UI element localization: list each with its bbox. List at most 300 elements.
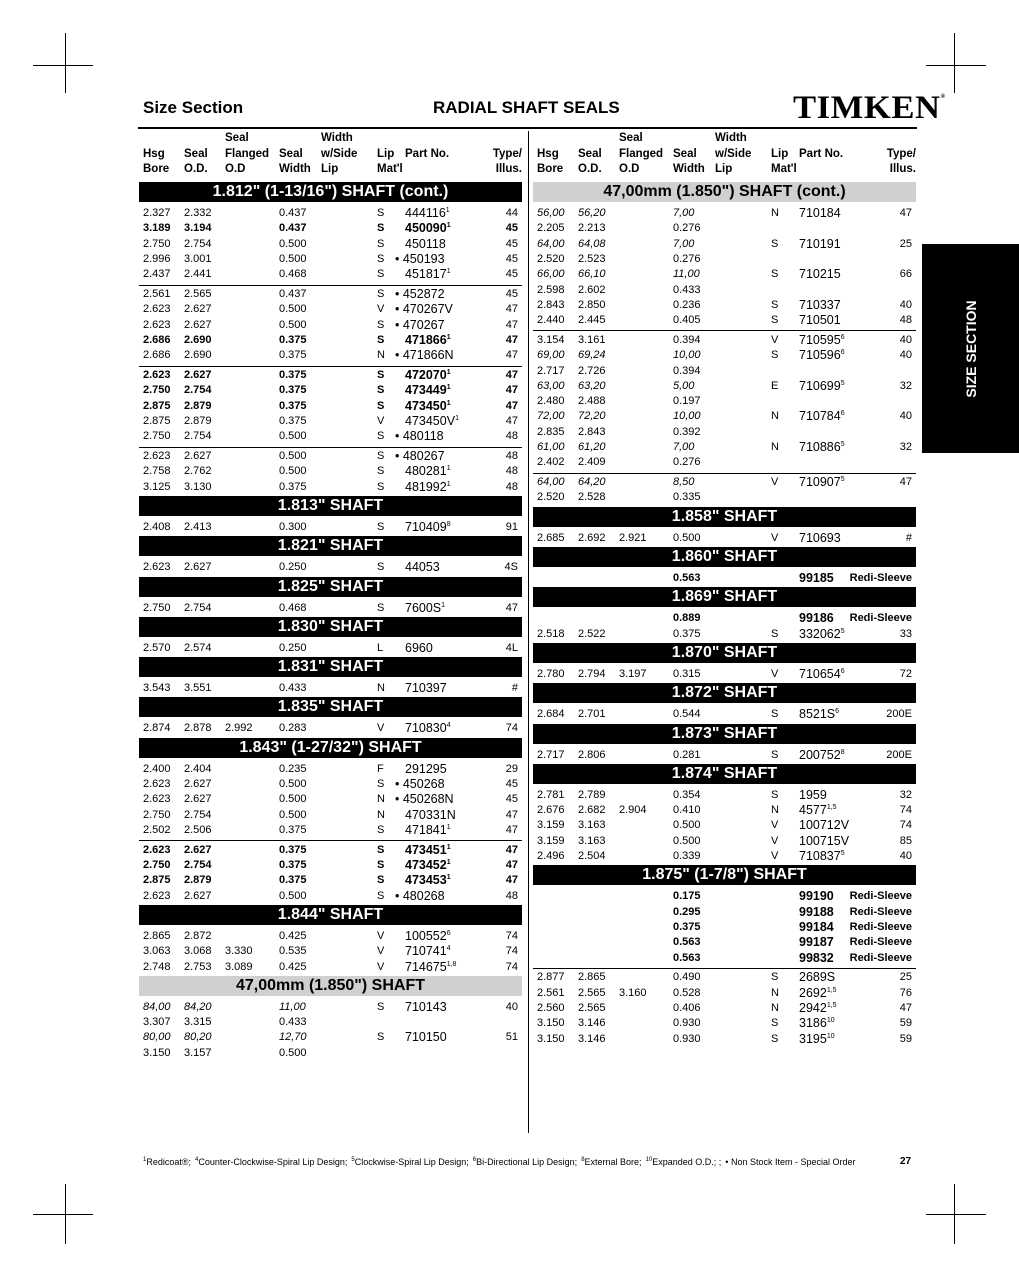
table-row — [533, 788, 916, 803]
hsg-bore: 2.496 — [537, 850, 565, 862]
seal-od: 2.574 — [184, 641, 212, 654]
part-number-text: 200752 — [799, 747, 841, 762]
footnote-text: Expanded O.D.; ; — [652, 1157, 722, 1167]
group-separator — [139, 366, 522, 367]
part-number — [799, 849, 845, 864]
hsg-bore: 72,00 — [537, 410, 565, 423]
column-divider — [528, 131, 529, 1133]
part-number-text: 472070 — [405, 368, 447, 382]
table-row — [533, 834, 916, 849]
seal-width: 11,00 — [673, 268, 700, 281]
footnote-ref: 1 — [446, 399, 451, 407]
lip-material: S — [771, 314, 779, 327]
shaft-size-header: 1.843" (1-27/32") SHAFT — [139, 738, 522, 758]
seal-width: 0.175 — [673, 890, 701, 903]
part-number-text: 710699 — [799, 378, 841, 393]
group-separator — [533, 968, 916, 969]
type-illus: 4L — [505, 641, 518, 654]
lip-material: V — [377, 929, 385, 942]
part-number-text: 710907 — [799, 475, 841, 490]
seal-width: 0.406 — [673, 1001, 701, 1014]
lip-material: S — [771, 237, 779, 250]
part-number — [405, 206, 450, 221]
hsg-bore: 2.598 — [537, 283, 565, 296]
table-row — [139, 823, 522, 838]
hsg-bore: 63,00 — [537, 379, 565, 392]
part-number-text: 8521S — [799, 707, 836, 722]
hsg-bore: 2.875 — [143, 399, 171, 412]
footnote-ref: 5 — [840, 379, 845, 387]
seal-od: 2.690 — [184, 333, 212, 346]
table-row — [533, 475, 916, 490]
footnote-ref: 1,5 — [826, 803, 837, 811]
part-number — [405, 762, 447, 777]
part-number-text: 99188 — [799, 904, 834, 919]
table-row — [139, 641, 522, 656]
part-number-text: 710693 — [799, 530, 841, 545]
seal-od: 2.754 — [184, 384, 212, 397]
seal-width: 0.375 — [673, 627, 701, 640]
seal-od: 72,20 — [578, 410, 606, 423]
seal-od: 3.146 — [578, 1032, 606, 1045]
type-illus: 72 — [899, 667, 912, 680]
part-number-text: 710150 — [405, 1030, 447, 1045]
shaft-size-header: 1.872" SHAFT — [533, 683, 916, 703]
type-illus: 47 — [505, 601, 518, 614]
seal-od: 2.794 — [578, 667, 606, 680]
lip-material: N — [771, 441, 779, 453]
seal-width: 7,00 — [673, 441, 695, 453]
seal-width: 0.425 — [279, 960, 307, 973]
side-tab — [922, 244, 1019, 453]
type-illus: 47 — [899, 207, 912, 219]
seal-od: 2.753 — [184, 960, 212, 973]
table-row — [533, 627, 916, 642]
hsg-bore: 2.750 — [143, 430, 171, 443]
hsg-bore: 3.543 — [143, 682, 171, 695]
part-number-text: • 471866N — [395, 348, 454, 363]
part-number-text: 710654 — [799, 666, 841, 681]
seal-od: 2.627 — [184, 561, 212, 574]
table-row — [533, 206, 916, 221]
column-header: Hsg — [537, 147, 559, 160]
table-row — [139, 843, 522, 858]
table-row — [533, 490, 916, 505]
column-header: Seal — [578, 147, 602, 160]
type-illus: 47 — [505, 349, 518, 362]
part-number — [799, 333, 845, 348]
crop-mark — [33, 1214, 93, 1215]
type-illus: 74 — [899, 819, 912, 832]
part-number-text: 710215 — [799, 267, 841, 282]
part-number — [405, 399, 451, 414]
part-number — [799, 889, 834, 904]
table-row — [533, 409, 916, 424]
footnote-ref: 4 — [446, 722, 451, 730]
type-illus: Redi-Sleeve — [849, 612, 912, 625]
seal-width: 0.500 — [673, 819, 701, 832]
lip-material: N — [771, 1001, 779, 1014]
footnote — [473, 1157, 577, 1167]
footnote-ref: 5 — [840, 440, 845, 448]
table-row — [139, 777, 522, 792]
hsg-bore: 2.750 — [143, 237, 171, 250]
part-number-text: 710409 — [405, 519, 447, 534]
seal-od: 2.690 — [184, 349, 212, 362]
part-number — [405, 721, 451, 736]
seal-width: 0.544 — [673, 708, 701, 721]
footnote-ref: 1 — [446, 268, 451, 276]
type-illus: 29 — [505, 762, 518, 775]
seal-od: 2.332 — [184, 207, 212, 219]
part-number — [395, 252, 445, 267]
hsg-bore: 64,00 — [537, 476, 565, 489]
lip-material: V — [771, 834, 779, 847]
footnote-ref: 1 — [445, 206, 450, 214]
seal-width: 0.500 — [279, 889, 307, 902]
lip-material: S — [377, 561, 385, 574]
seal-width: 0.315 — [673, 667, 701, 680]
part-number — [395, 429, 444, 444]
type-illus: 45 — [505, 268, 518, 281]
part-number-text: 473452 — [405, 858, 447, 872]
lip-material: S — [377, 430, 385, 443]
shaft-size-header: 1.813" SHAFT — [139, 496, 522, 516]
type-illus: 47 — [505, 823, 518, 836]
part-number-text: 710337 — [799, 297, 841, 312]
seal-od: 3.146 — [578, 1017, 606, 1030]
column-header: Mat'l — [771, 163, 797, 175]
seal-width: 0.250 — [279, 641, 307, 654]
part-number-text: 2689S — [799, 970, 836, 985]
seal-od: 2.701 — [578, 708, 606, 721]
hsg-bore: 3.159 — [537, 834, 565, 847]
type-illus: 59 — [899, 1032, 912, 1045]
seal-width: 12,70 — [279, 1031, 307, 1044]
lip-material: V — [771, 819, 779, 832]
column-header: Seal — [184, 147, 208, 160]
table-row — [533, 935, 916, 950]
hsg-bore: 66,00 — [537, 268, 565, 281]
seal-width: 10,00 — [673, 349, 701, 362]
type-illus: 44 — [505, 207, 518, 219]
seal-width: 7,00 — [673, 207, 695, 219]
part-number — [799, 935, 834, 950]
table-row — [533, 333, 916, 348]
seal-od: 69,24 — [578, 349, 606, 362]
seal-od: 3.194 — [184, 222, 212, 235]
table-row — [139, 792, 522, 807]
lip-material: V — [377, 722, 385, 735]
column-header: Lip — [715, 163, 733, 175]
seal-od: 2.404 — [184, 762, 212, 775]
part-number — [405, 960, 456, 975]
hsg-bore: 2.750 — [143, 384, 171, 397]
seal-od: 2.409 — [578, 456, 606, 469]
lip-material: N — [377, 349, 385, 362]
part-number — [405, 333, 451, 348]
seal-width: 0.300 — [279, 520, 307, 533]
part-number-text: 710595 — [799, 332, 841, 347]
seal-width: 0.433 — [279, 1016, 307, 1029]
part-number-text: 473453 — [405, 873, 447, 888]
column-header: Bore — [143, 163, 170, 175]
footnote-number: 4 — [195, 1157, 199, 1163]
seal-width: 0.528 — [673, 986, 701, 999]
part-number — [799, 298, 841, 313]
part-number — [405, 641, 433, 656]
type-illus: 47 — [899, 1001, 912, 1014]
seal-od: 2.692 — [578, 531, 606, 544]
part-number-text: 710397 — [405, 681, 447, 696]
column-header: Illus. — [889, 163, 916, 175]
table-row — [533, 849, 916, 864]
type-illus: 48 — [505, 889, 518, 902]
lip-material: V — [377, 303, 385, 316]
shaft-size-header: 1.831" SHAFT — [139, 657, 522, 677]
type-illus: 74 — [505, 929, 518, 942]
type-illus: 48 — [505, 465, 518, 478]
hsg-bore: 2.865 — [143, 929, 171, 942]
seal-width: 0.468 — [279, 268, 307, 281]
part-number — [799, 531, 841, 546]
seal-od: 64,20 — [578, 476, 606, 489]
column-header: Flanged — [619, 147, 664, 160]
footnote-ref: 1 — [446, 333, 451, 341]
type-illus: 91 — [505, 520, 518, 533]
part-number — [799, 834, 849, 849]
hsg-bore: 3.154 — [537, 333, 565, 346]
hsg-bore: 2.561 — [537, 986, 565, 999]
type-illus: Redi-Sleeve — [849, 920, 912, 933]
type-illus: 45 — [505, 793, 518, 806]
footnote-ref: 10 — [826, 1017, 835, 1025]
flanged-od: 3.330 — [225, 945, 253, 958]
hsg-bore: 2.623 — [143, 450, 171, 462]
hsg-bore: 2.440 — [537, 314, 565, 327]
footnote-number: 10 — [645, 1157, 653, 1163]
footnote-number: 8 — [581, 1157, 585, 1163]
lip-material: S — [377, 874, 385, 887]
seal-width: 0.425 — [279, 929, 307, 942]
seal-od: 2.213 — [578, 222, 606, 235]
part-number-text: 710830 — [405, 721, 447, 736]
seal-od: 2.504 — [578, 850, 606, 862]
hsg-bore: 3.189 — [143, 222, 171, 235]
part-number-text: 100552 — [405, 928, 447, 943]
lip-material: L — [377, 641, 384, 654]
part-number-text: 710596 — [799, 348, 841, 363]
part-number — [799, 707, 839, 722]
shaft-size-header: 47,00mm (1.850") SHAFT (cont.) — [533, 182, 916, 202]
seal-od: 2.445 — [578, 314, 606, 327]
seal-width: 0.375 — [279, 333, 307, 346]
table-row — [139, 960, 522, 975]
footnote-ref: 1,5 — [826, 1001, 837, 1009]
footnote-ref: 6 — [840, 349, 845, 357]
hsg-bore: 2.686 — [143, 333, 171, 346]
type-illus: 66 — [899, 268, 912, 281]
lip-material: S — [377, 1031, 385, 1044]
flanged-od: 3.089 — [225, 960, 253, 973]
part-number — [799, 348, 845, 363]
seal-od: 2.879 — [184, 414, 212, 427]
shaft-size-header: 1.873" SHAFT — [533, 724, 916, 744]
seal-od: 2.627 — [184, 843, 212, 856]
hsg-bore: 2.623 — [143, 843, 171, 856]
table-row — [139, 1000, 522, 1015]
type-illus: 45 — [505, 778, 518, 790]
type-illus: 47 — [505, 843, 518, 856]
hsg-bore: 2.502 — [143, 823, 171, 836]
group-separator — [139, 840, 522, 841]
seal-width: 0.281 — [673, 748, 701, 761]
seal-od: 2.754 — [184, 237, 212, 250]
type-illus: 47 — [505, 399, 518, 412]
part-number-text: • 450268N — [395, 792, 454, 807]
seal-od: 2.627 — [184, 369, 212, 381]
hsg-bore: 2.520 — [537, 252, 565, 265]
seal-width: 0.335 — [673, 491, 701, 504]
table-row — [139, 1046, 522, 1061]
part-number — [799, 206, 841, 221]
seal-od: 61,20 — [578, 441, 606, 453]
shaft-size-header: 1.830" SHAFT — [139, 617, 522, 637]
hsg-bore: 2.402 — [537, 456, 565, 469]
footnote-ref: 1 — [446, 858, 451, 866]
part-number-text: 99187 — [799, 935, 834, 950]
hsg-bore: 2.748 — [143, 960, 171, 973]
hsg-bore: 2.623 — [143, 778, 171, 790]
part-number-text: 471841 — [405, 822, 447, 837]
table-row — [533, 298, 916, 313]
seal-width: 0.563 — [673, 936, 701, 949]
hsg-bore: 2.520 — [537, 491, 565, 504]
part-number — [405, 944, 451, 959]
seal-od: 63,20 — [578, 379, 606, 392]
footnote-ref: 4 — [446, 945, 451, 953]
seal-width: 0.437 — [279, 288, 307, 300]
hsg-bore: 3.150 — [537, 1017, 565, 1030]
footnote-ref: 1 — [446, 480, 451, 488]
part-number-text: 471866 — [405, 332, 447, 347]
flanged-od: 2.992 — [225, 722, 253, 735]
seal-od: 2.682 — [578, 804, 606, 817]
lip-material: S — [377, 318, 385, 331]
footnote-ref: 5 — [840, 627, 845, 635]
seal-width: 0.500 — [279, 252, 307, 265]
hsg-bore: 61,00 — [537, 441, 565, 453]
table-row — [139, 333, 522, 348]
seal-width: 0.276 — [673, 222, 701, 235]
lip-material: S — [377, 222, 385, 235]
column-header: Lip — [321, 163, 339, 175]
part-number — [799, 379, 845, 394]
part-number — [405, 414, 459, 429]
part-number-text: 3195 — [799, 1031, 827, 1046]
table-row — [139, 681, 522, 696]
section-heading: Size Section — [143, 98, 244, 117]
footnote — [725, 1157, 855, 1167]
hsg-bore: 84,00 — [143, 1000, 171, 1013]
seal-width: 0.375 — [279, 823, 307, 836]
footnote-text: Clockwise-Spiral Lip Design; — [354, 1157, 469, 1167]
table-row — [533, 1001, 916, 1016]
type-illus: 48 — [505, 430, 518, 443]
part-number-text: 44053 — [405, 560, 440, 575]
table-row — [533, 379, 916, 394]
type-illus: 47 — [505, 333, 518, 346]
hsg-bore: 2.758 — [143, 465, 171, 478]
part-number — [799, 748, 845, 763]
type-illus: 48 — [899, 314, 912, 327]
part-number — [799, 267, 841, 282]
seal-width: 0.500 — [279, 778, 307, 790]
seal-od: 2.528 — [578, 491, 606, 504]
seal-od: 3.068 — [184, 945, 212, 958]
part-number — [799, 818, 849, 833]
type-illus: 40 — [899, 298, 912, 311]
seal-od: 2.627 — [184, 318, 212, 331]
table-row — [139, 601, 522, 616]
type-illus: 76 — [899, 986, 912, 999]
part-number — [799, 970, 835, 985]
table-row — [139, 302, 522, 317]
table-row — [533, 920, 916, 935]
part-number — [405, 858, 451, 873]
seal-width: 0.500 — [673, 834, 701, 847]
hsg-bore: 2.780 — [537, 667, 565, 680]
seal-width: 0.437 — [279, 222, 307, 235]
part-number-text: 480281 — [405, 464, 447, 479]
part-number-text: 470331N — [405, 807, 456, 822]
type-illus: Redi-Sleeve — [849, 936, 912, 949]
column-header: Width — [673, 163, 705, 175]
table-row — [139, 808, 522, 823]
group-separator — [139, 285, 522, 286]
seal-od: 2.754 — [184, 601, 212, 614]
column-header: Hsg — [143, 147, 165, 160]
column-header: O.D. — [184, 163, 208, 175]
column-header: Lip — [377, 147, 395, 160]
seal-width: 0.500 — [673, 531, 701, 544]
table-row — [533, 394, 916, 409]
seal-width: 0.500 — [279, 430, 307, 443]
part-number-text: 4577 — [799, 803, 827, 818]
part-number — [395, 287, 445, 302]
part-number — [395, 348, 454, 363]
footnote-ref: 8 — [840, 748, 845, 756]
footnote-ref: 6 — [840, 410, 845, 418]
seal-width: 0.468 — [279, 601, 307, 614]
part-number — [395, 302, 453, 317]
seal-od: 2.441 — [184, 268, 212, 281]
type-illus: 47 — [899, 476, 912, 489]
lip-material: S — [377, 369, 385, 381]
table-row — [139, 560, 522, 575]
type-illus: 40 — [899, 349, 912, 362]
seal-width: 0.375 — [279, 480, 307, 493]
part-number-text: 291295 — [405, 761, 447, 776]
type-illus: 47 — [505, 369, 518, 381]
type-illus: 40 — [899, 850, 912, 862]
hsg-bore: 2.875 — [143, 874, 171, 887]
seal-width: 0.276 — [673, 252, 701, 265]
seal-od: 2.523 — [578, 252, 606, 265]
lip-material: N — [377, 682, 385, 695]
seal-width: 0.433 — [279, 682, 307, 695]
part-number-text: 6960 — [405, 640, 433, 655]
